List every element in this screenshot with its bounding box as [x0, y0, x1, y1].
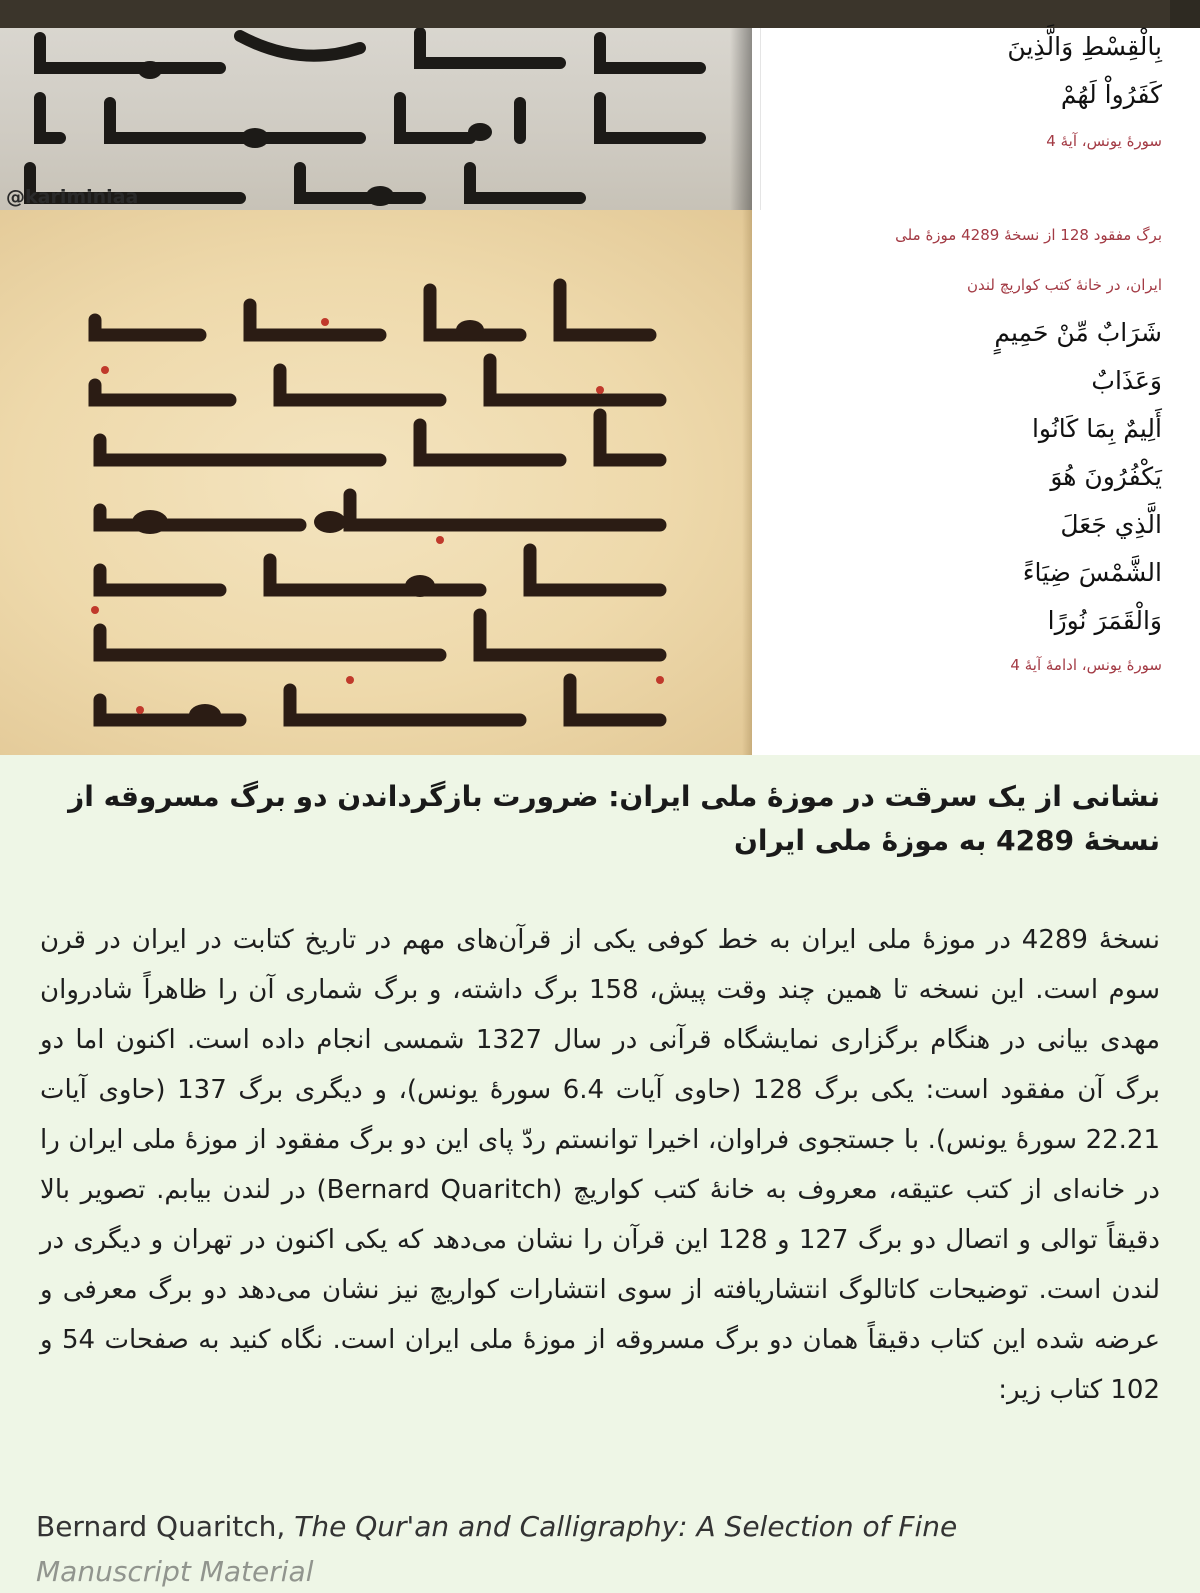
surah-caption: سورهٔ یونس، آیهٔ 4	[1046, 132, 1162, 150]
verse-line: الشَّمْسَ ضِيَاءً	[1022, 558, 1162, 587]
article-title: نشانی از یک سرقت در موزهٔ ملی ایران: ضرورت بازگرداندن دو برگ مسروقه از نسخهٔ 4289 به موزهٔ ملی ایران	[68, 780, 1160, 857]
kufic-script-upper	[0, 28, 752, 210]
verse-line: شَرَابٌ مِّنْ حَمِيمٍ	[994, 318, 1162, 347]
reference-title: The Qur'an and Calligraphy: A Selection of Fine	[294, 1510, 958, 1543]
verse-line: بِالْقِسْطِ وَالَّذِينَ	[1007, 32, 1162, 61]
article	[0, 755, 1200, 1593]
manuscript-photo-leaf-128	[0, 210, 760, 755]
watermark-handle: @kariminiaa	[6, 186, 139, 208]
verse-line: يَكْفُرُونَ هُوَ	[1050, 462, 1162, 491]
bibliography-reference	[36, 1503, 1166, 1551]
leaf-caption: برگ مفقود 128 از نسخهٔ 4289 موزهٔ ملی	[895, 226, 1162, 244]
verse-panel	[752, 28, 1182, 755]
reference-author: Bernard Quaritch,	[36, 1510, 286, 1543]
manuscript-photo-upper	[0, 28, 752, 210]
verse-line: كَفَرُواْ لَهُمْ	[1060, 80, 1162, 109]
top-bar	[0, 0, 1200, 28]
verse-line: وَالْقَمَرَ نُورًا	[1047, 606, 1162, 635]
verse-line: وَعَذَابٌ	[1091, 366, 1162, 395]
surah-caption: سورهٔ یونس، ادامهٔ آیهٔ 4	[1010, 656, 1162, 674]
kufic-script-leaf	[0, 210, 760, 755]
top-bar-tab	[1170, 0, 1200, 28]
article-body: نسخهٔ 4289 در موزهٔ ملی ایران به خط کوفی یکی از قرآن‌های مهم در تاریخ کتابت در ایران در قرن سوم است. این نسخه تا همین چند وقت پیش، 158 برگ داشته، و برگ شماری آن را ظاهراً شادروان مهدی بیانی در هنگام برگزاری نمایشگاه قرآنی در سال 1327 شمسی انجام داده است. اکنون اما دو برگ آن مفقود است: یکی برگ 128 (حاوی آیات 6.4 سورهٔ یونس)، و دیگری برگ 137 (حاوی آیات 22.21 سورهٔ یونس). با جستجوی فراوان، اخیرا توانستم ردّ پای این دو برگ مفقود از موزهٔ ملی ایران را در خانه‌ای از کتب عتیقه، معروف به خانهٔ کتب کواریچ (Bernard Quaritch) در لندن بیابم. تصویر بالا دقیقاً توالی و اتصال دو برگ 127 و 128 این قرآن را نشان می‌دهد که یکی اکنون در تهران و دیگری در لندن است. توضیحات کاتالوگ انتشاریافته از سوی انتشارات کواریچ نیز نشان می‌دهد دو برگ معرفی و عرضه شده این کتاب دقیقاً همان دو برگ مسروقه از موزهٔ ملی ایران است. نگاه کنید به صفحات 54 و 102 کتاب زیر:	[40, 925, 1161, 1405]
verse-line: الَّذِي جَعَلَ	[1060, 510, 1162, 539]
verse-line: أَلِيمٌ بِمَا كَانُوا	[1031, 414, 1162, 443]
leaf-caption: ایران، در خانهٔ کتب کواریچ لندن	[966, 276, 1162, 294]
reference-title-cut: Manuscript Material	[36, 1555, 314, 1588]
